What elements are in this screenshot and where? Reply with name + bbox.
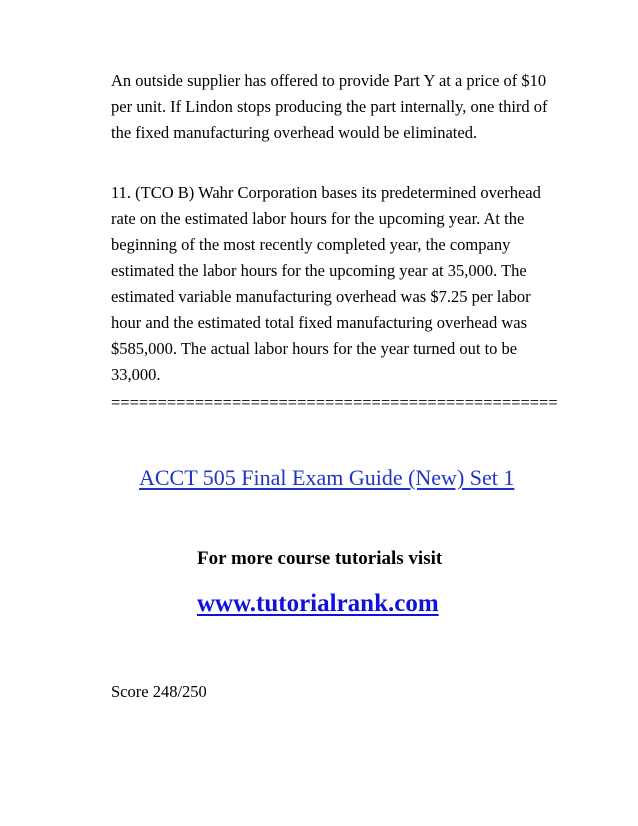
paragraph-question-11 xyxy=(111,180,581,388)
paragraph-line: estimated the labor hours for the upcoming year at 35,000. The xyxy=(111,261,527,280)
paragraph-line: $585,000. The actual labor hours for the year turned out to be xyxy=(111,339,518,358)
paragraph-line: 11. (TCO B) Wahr Corporation bases its predetermined overhead xyxy=(111,183,541,202)
paragraph-line: rate on the estimated labor hours for the upcoming year. At the xyxy=(111,209,525,228)
paragraph-line: beginning of the most recently completed year, the company xyxy=(111,235,511,254)
website-link[interactable]: www.tutorialrank.com xyxy=(197,590,439,617)
paragraph-line: the fixed manufacturing overhead would be eliminated. xyxy=(111,123,478,142)
separator-line: ================================================ xyxy=(111,393,558,412)
paragraph-line: estimated variable manufacturing overhead was $7.25 per labor xyxy=(111,287,531,306)
paragraph-line: An outside supplier has offered to provide Part Y at a price of $10 xyxy=(111,71,547,90)
exam-guide-link[interactable]: ACCT 505 Final Exam Guide (New) Set 1 xyxy=(139,465,515,490)
score-text: Score 248/250 xyxy=(111,682,207,701)
paragraph-line: 33,000. xyxy=(111,365,161,384)
visit-heading: For more course tutorials visit xyxy=(197,548,443,569)
paragraph-line: per unit. If Lindon stops producing the part internally, one third of xyxy=(111,97,548,116)
paragraph-supplier-offer xyxy=(111,68,581,146)
paragraph-line: hour and the estimated total fixed manufacturing overhead was xyxy=(111,313,528,332)
